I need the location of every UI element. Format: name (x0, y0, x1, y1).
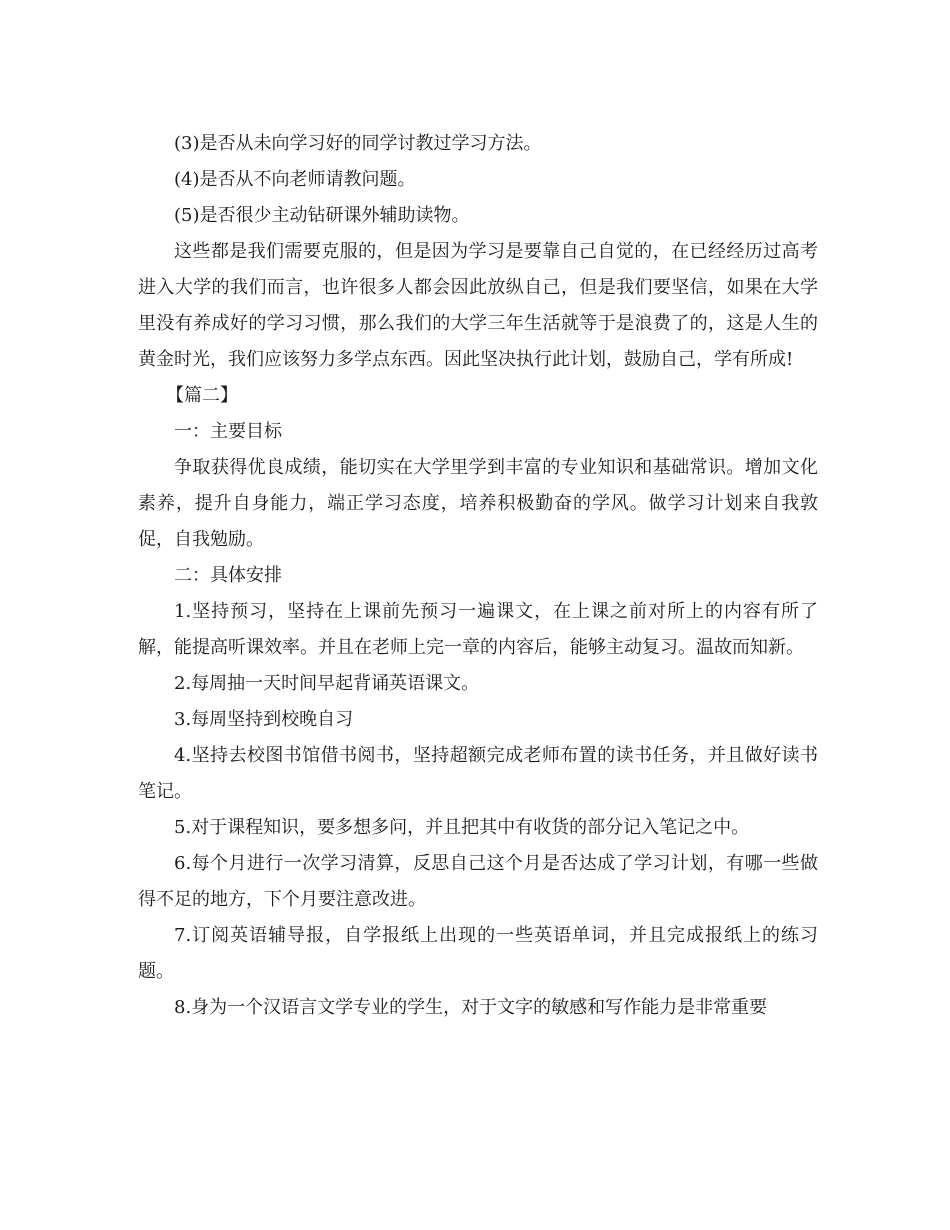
list-item-3: (3)是否从未向学习好的同学讨教过学习方法。 (174, 133, 542, 154)
conclusion-paragraph: 这些都是我们需要克服的，但是因为学习是要靠自己自觉的，在已经经历过高考进入大学的我们而言，也许很多人都会因此放纵自己，但是我们要坚信，如果在大学里没有养成好的学习习惯，那么我们的大学三年生活就等于是浪费了的，这是人生的黄金时光，我们应该努力多学点东西。因此坚决执行此计划，鼓励自己，学有所成! (138, 241, 818, 370)
list-item-5: (5)是否很少主动钻研课外辅助读物。 (174, 205, 470, 226)
plan-item-2: 2.每周抽一天时间早起背诵英语课文。 (174, 673, 480, 694)
subheading-main-goals: 一：主要目标 (174, 421, 282, 442)
plan-item-5: 5.对于课程知识，要多想多问，并且把其中有收货的部分记入笔记之中。 (174, 817, 750, 838)
section-heading-part-two: 【篇二】 (166, 385, 238, 406)
plan-item-8: 8.身为一个汉语言文学专业的学生，对于文字的敏感和写作能力是非常重要 (174, 997, 768, 1018)
document-body (138, 126, 818, 1026)
goals-paragraph: 争取获得优良成绩，能切实在大学里学到丰富的专业知识和基础常识。增加文化素养，提升自身能力，端正学习态度，培养积极勤奋的学风。做学习计划来自我敦促，自我勉励。 (138, 457, 818, 550)
subheading-specific-arrangements: 二：具体安排 (174, 565, 282, 586)
plan-item-1: 1.坚持预习，坚持在上课前先预习一遍课文，在上课之前对所上的内容有所了解，能提高听课效率。并且在老师上完一章的内容后，能够主动复习。温故而知新。 (138, 601, 818, 658)
plan-item-6: 6.每个月进行一次学习清算，反思自己这个月是否达成了学习计划，有哪一些做得不足的地方，下个月要注意改进。 (138, 853, 818, 910)
list-item-4: (4)是否从不向老师请教问题。 (174, 169, 416, 190)
plan-item-7: 7.订阅英语辅导报，自学报纸上出现的一些英语单词，并且完成报纸上的练习题。 (138, 925, 818, 982)
plan-item-4: 4.坚持去校图书馆借书阅书，坚持超额完成老师布置的读书任务，并且做好读书笔记。 (138, 745, 818, 802)
plan-item-3: 3.每周坚持到校晚自习 (174, 709, 354, 730)
